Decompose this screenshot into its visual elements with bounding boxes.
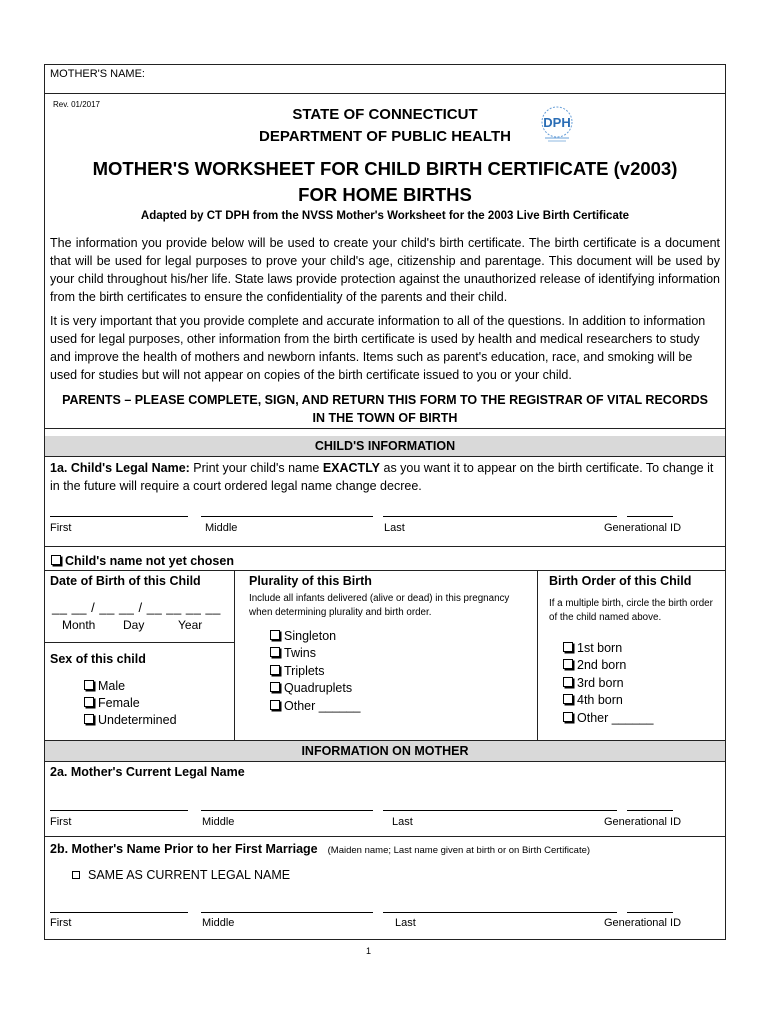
checkbox[interactable] [563, 642, 573, 652]
mother-middle-name-field[interactable] [201, 810, 373, 811]
birth-order-option-4th[interactable]: 4th born [563, 692, 623, 709]
mother-section-header: INFORMATION ON MOTHER [45, 741, 725, 761]
mother-generational-id-field[interactable] [627, 810, 673, 811]
revision-label: Rev. 01/2017 [53, 100, 100, 109]
field-label-middle: Middle [202, 917, 235, 929]
field-label-last: Last [395, 917, 416, 929]
intro-paragraph-1: The information you provide below will be used to create your child's birth certificate. The birth certificate is a document that will be used for legal purposes to prove your child's age, citizenship and parentage. This document will be used by your child throughout his/her life. State laws provide protection against the unauthorized release of identifying information from the birth certificates to ensure the confidentiality of the parents and their child. [50, 236, 720, 304]
plurality-option-twins[interactable]: Twins [270, 645, 316, 662]
sex-option-female[interactable]: Female [84, 695, 140, 712]
maiden-middle-name-field[interactable] [201, 912, 373, 913]
field-label-generational-id: Generational ID [604, 816, 682, 828]
department-heading: DEPARTMENT OF PUBLIC HEALTH [259, 128, 511, 145]
plurality-option-triplets[interactable]: Triplets [270, 663, 325, 680]
sex-option-undetermined[interactable]: Undetermined [84, 712, 177, 729]
svg-text:DPH: DPH [543, 115, 571, 130]
sex-title: Sex of this child [50, 652, 146, 666]
checkbox[interactable] [270, 682, 280, 692]
divider [44, 642, 234, 643]
field-label-generational-id: Generational ID [604, 522, 682, 534]
child-generational-id-field[interactable] [627, 516, 673, 517]
checkbox[interactable] [270, 647, 280, 657]
field-label-first: First [50, 917, 72, 929]
birth-order-option-3rd[interactable]: 3rd born [563, 675, 624, 692]
dob-title: Date of Birth of this Child [50, 574, 201, 588]
name-not-chosen-label: Child's name not yet chosen [65, 554, 234, 568]
dph-logo [537, 104, 577, 146]
mother-first-name-field[interactable] [50, 810, 188, 811]
checkbox[interactable] [270, 665, 280, 675]
same-as-checkbox[interactable] [72, 871, 80, 879]
checkbox[interactable] [563, 659, 573, 669]
plurality-title: Plurality of this Birth [249, 574, 372, 588]
birth-order-title: Birth Order of this Child [549, 574, 692, 588]
question-1a: 1a. Child's Legal Name: Print your child's name EXACTLY as you want it to appear on the birth certificate. To change it in the future will require a court ordered legal name change decree. [50, 461, 714, 493]
instruction-line-2: IN THE TOWN OF BIRTH [312, 411, 458, 425]
field-label-last: Last [392, 816, 413, 828]
name-not-chosen-checkbox[interactable] [51, 555, 61, 565]
birth-order-option-2nd[interactable]: 2nd born [563, 657, 626, 674]
plurality-option-singleton[interactable]: Singleton [270, 628, 336, 645]
column-divider [537, 570, 538, 740]
field-label-middle: Middle [205, 522, 238, 534]
birth-order-option-1st[interactable]: 1st born [563, 640, 622, 657]
child-section-header: CHILD'S INFORMATION [45, 436, 725, 456]
checkbox[interactable] [563, 712, 573, 722]
name-not-chosen-row [51, 553, 234, 570]
instruction-line-1: PARENTS – PLEASE COMPLETE, SIGN, AND RETURN THIS FORM TO THE REGISTRAR OF VITAL RECORDS [62, 393, 708, 407]
intro-paragraph-2: It is very important that you provide complete and accurate information to all of the questions. In addition to information used for legal purposes, other information from the birth certificate is used by health and medical researchers to study and improve the health of mothers and newborn infants. Items such as parent's education, race, and smoking will be used for studies but will not appear on copies of the birth certificate issued to you or your child. [50, 314, 706, 382]
divider [44, 836, 726, 837]
birth-order-option-other[interactable]: Other ______ [563, 710, 653, 727]
maiden-last-name-field[interactable] [383, 912, 617, 913]
divider [44, 570, 726, 571]
child-middle-name-field[interactable] [201, 516, 373, 517]
maiden-first-name-field[interactable] [50, 912, 188, 913]
checkbox[interactable] [270, 700, 280, 710]
birth-order-note: If a multiple birth, circle the birth order of the child named above. [549, 598, 713, 623]
maiden-generational-id-field[interactable] [627, 912, 673, 913]
child-last-name-field[interactable] [383, 516, 617, 517]
same-as-current-option[interactable]: SAME AS CURRENT LEGAL NAME [72, 867, 290, 884]
plurality-note: Include all infants delivered (alive or dead) in this pregnancy when determining plurality and birth order. [249, 593, 510, 618]
plurality-option-other[interactable]: Other ______ [270, 698, 360, 715]
divider [44, 546, 726, 547]
divider [44, 456, 726, 457]
field-label-generational-id: Generational ID [604, 917, 682, 929]
checkbox[interactable] [563, 694, 573, 704]
divider [44, 761, 726, 762]
question-2b-label: 2b. Mother's Name Prior to her First Marriage [50, 842, 318, 856]
adapted-note: Adapted by CT DPH from the NVSS Mother's Worksheet for the 2003 Live Birth Certificate [140, 210, 630, 222]
plurality-option-quadruplets[interactable]: Quadruplets [270, 680, 352, 697]
question-2b [50, 842, 590, 856]
field-label-middle: Middle [202, 816, 235, 828]
dob-input[interactable]: __ __ / __ __ / __ __ __ __ [52, 600, 221, 615]
header-divider [44, 93, 726, 94]
field-label-last: Last [384, 522, 405, 534]
field-label-first: First [50, 522, 72, 534]
divider [44, 428, 726, 429]
field-label-first: First [50, 816, 72, 828]
question-2b-note: (Maiden name; Last name given at birth or on Birth Certificate) [327, 845, 591, 856]
mother-last-name-field[interactable] [383, 810, 617, 811]
dob-month-label: Month [62, 618, 96, 632]
dob-year-label: Year [178, 618, 203, 632]
checkbox[interactable] [84, 714, 94, 724]
column-divider [234, 570, 235, 740]
child-first-name-field[interactable] [50, 516, 188, 517]
checkbox[interactable] [270, 630, 280, 640]
checkbox[interactable] [563, 677, 573, 687]
form-title: MOTHER'S WORKSHEET FOR CHILD BIRTH CERTIFICATE (v2003) [92, 158, 678, 179]
question-2a: 2a. Mother's Current Legal Name [50, 765, 245, 779]
checkbox[interactable] [84, 697, 94, 707]
mothers-name-label: MOTHER'S NAME: [50, 68, 145, 80]
page-number: 1 [366, 946, 372, 956]
checkbox[interactable] [84, 680, 94, 690]
dob-day-label: Day [123, 618, 145, 632]
question-1a-label: 1a. Child's Legal Name: [50, 461, 190, 475]
form-subtitle: FOR HOME BIRTHS [298, 184, 472, 205]
state-heading: STATE OF CONNECTICUT [292, 106, 478, 123]
sex-option-male[interactable]: Male [84, 678, 125, 695]
